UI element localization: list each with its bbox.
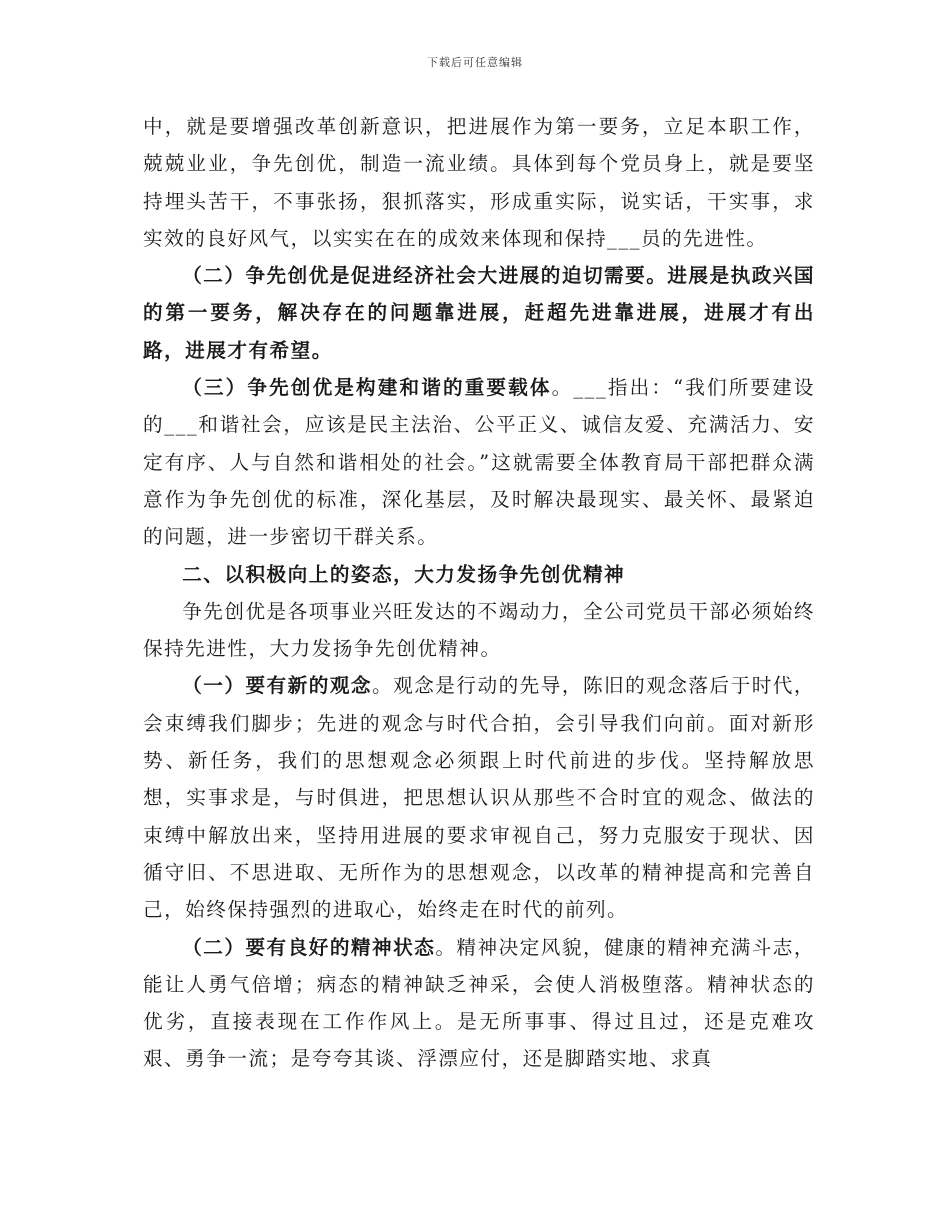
paragraph-2 [143,257,815,369]
paragraph-text: 。___指出：“我们所要建设的___和谐社会，应该是民主法治、公平正义、诚信友爱、充满活力、安定有序、人与自然和谐相处的社会。”这就需要全体教育局干部把群众满意作为争先创优的标准，深化基层，及时解决最现实、最关怀、最紧迫的问题，进一步密切干群关系。 [143,376,815,549]
paragraph-heading: （三）争先创优是构建和谐的重要载体 [182,376,552,400]
paragraph-heading: （一）要有新的观念 [182,674,373,698]
paragraph-6 [143,667,815,928]
section-heading-text: 二、以积极向上的姿态，大力发扬争先创优精神 [182,562,626,586]
paragraph-heading: （二）要有良好的精神状态 [182,935,436,959]
paragraph-text: 。观念是行动的先导，陈旧的观念落后于时代，会束缚我们脚步；先进的观念与时代合拍，会引导我们向前。面对新形势、新任务，我们的思想观念必须跟上时代前进的步伐。坚持解放思想，实事求是，与时俱进，把思想认识从那些不合时宜的观念、做法的束缚中解放出来，坚持用进展的要求审视自己，努力克服安于现状、因循守旧、不思进取、无所作为的思想观念，以改革的精神提高和完善自己，始终保持强烈的进取心，始终走在时代的前列。 [143,674,815,922]
paragraph-heading: （二）争先创优是促进经济社会大进展的迫切需要。进展是执政兴国的第一要务，解决存在的问题靠进展，赶超先进靠进展，进展才有出路，进展才有希望。 [143,264,815,362]
paragraph-text: 中，就是要增强改革创新意识，把进展作为第一要务，立足本职工作，兢兢业业，争先创优，制造一流业绩。具体到每个党员身上，就是要坚持埋头苦干，不事张扬，狠抓落实，形成重实际，说实话，干实事，求实效的良好风气，以实实在在的成效来体现和保持___员的先进性。 [143,115,815,250]
paragraph-7 [143,929,815,1078]
paragraph-1 [143,108,815,257]
paragraph-text: 。精神决定风貌，健康的精神充满斗志，能让人勇气倍增；病态的精神缺乏神采，会使人消极堕落。精神状态的优劣，直接表现在工作作风上。是无所事事、得过且过，还是克难攻艰、勇争一流；是夸夸其谈、浮漂应付，还是脚踏实地、求真 [143,935,815,1071]
paragraph-5 [143,593,815,668]
document-body [143,108,815,1078]
page-header: 下载后可任意编辑 [427,56,523,69]
paragraph-3 [143,369,815,555]
paragraph-text: 争先创优是各项事业兴旺发达的不竭动力，全公司党员干部必须始终保持先进性，大力发扬争先创优精神。 [143,599,815,661]
section-heading [143,556,815,593]
